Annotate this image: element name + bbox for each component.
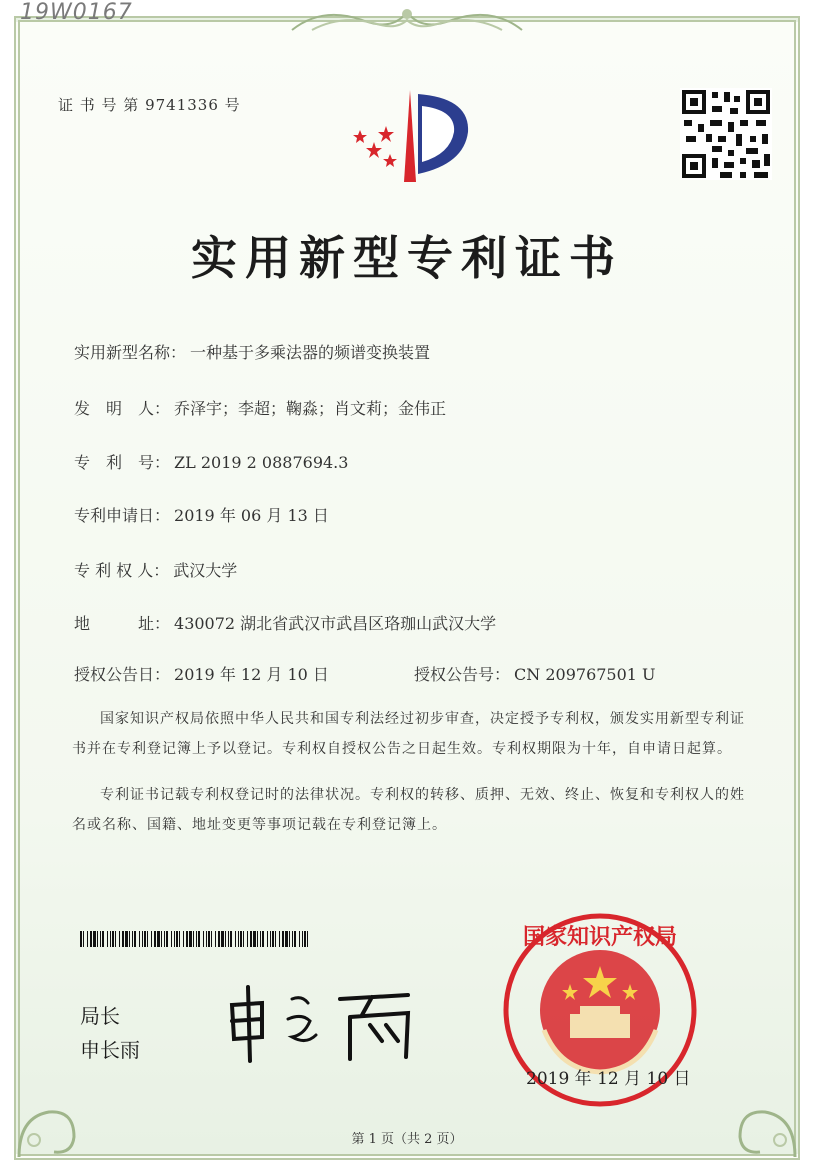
- grant-date-label: 授权公告日：: [74, 665, 171, 684]
- address-field: [74, 611, 496, 634]
- grant-date-field: [74, 662, 329, 685]
- grant-number-label: 授权公告号：: [414, 665, 511, 684]
- document-title: 实用新型专利证书: [191, 231, 623, 285]
- handwritten-signature: [222, 975, 432, 1065]
- cnipa-logo-icon: [340, 84, 480, 194]
- certificate-number: 证 书 号 第 9741336 号: [58, 96, 241, 114]
- address-label: 地 址：: [74, 614, 171, 633]
- seal-date: 2019 年 12 月 10 日: [526, 1069, 691, 1089]
- patentee-label: 专 利 权 人：: [74, 561, 170, 580]
- grant-number-field: [414, 662, 656, 685]
- qr-code: [680, 88, 772, 180]
- inventors-label: 发 明 人：: [74, 399, 171, 418]
- filing-date-label: 专利申请日：: [74, 506, 171, 525]
- grant-date-value: 2019 年 12 月 10 日: [174, 665, 329, 684]
- utility-name-value: 一种基于多乘法器的频谱变换装置: [190, 343, 431, 362]
- patentee-field: [74, 558, 237, 581]
- patentee-value: 武汉大学: [173, 561, 238, 580]
- statement-paragraph: 国家知识产权局依照中华人民共和国专利法经过初步审查，决定授予专利权，颁发实用新型专利证书并在专利登记簿上予以登记。专利权自授权公告之日起生效。专利权期限为十年，自申请日起算。: [72, 711, 745, 757]
- top-ornament: [282, 2, 532, 36]
- filing-date-value: 2019 年 06 月 13 日: [174, 506, 329, 525]
- grant-number-value: CN 209767501 U: [514, 665, 656, 684]
- patent-number-label: 专 利 号：: [74, 453, 171, 472]
- utility-name-field: [74, 340, 430, 363]
- director-title: 局长: [80, 1004, 120, 1028]
- inventors-value: 乔泽宇；李超；鞠淼；肖文莉；金伟正: [174, 399, 447, 418]
- patent-number-field: [74, 450, 348, 473]
- director-name: 申长雨: [80, 1038, 140, 1062]
- seal-text-top: 国家知识产权局: [522, 925, 678, 950]
- barcode: [80, 931, 312, 947]
- corner-ornament: [14, 1092, 84, 1162]
- handwritten-note: 19W0167: [20, 0, 133, 25]
- corner-ornament: [730, 1092, 800, 1162]
- page-number: 第 1 页（共 2 页）: [351, 1132, 463, 1147]
- patent-number-value: ZL 2019 2 0887694.3: [174, 453, 349, 472]
- address-value: 430072 湖北省武汉市武昌区珞珈山武汉大学: [174, 614, 497, 633]
- utility-name-label: 实用新型名称：: [74, 343, 187, 362]
- filing-date-field: [74, 503, 329, 526]
- inventors-field: [74, 396, 446, 419]
- statement-paragraph: 专利证书记载专利权登记时的法律状况。专利权的转移、质押、无效、终止、恢复和专利权人的姓名或名称、国籍、地址变更等事项记载在专利登记簿上。: [72, 787, 745, 833]
